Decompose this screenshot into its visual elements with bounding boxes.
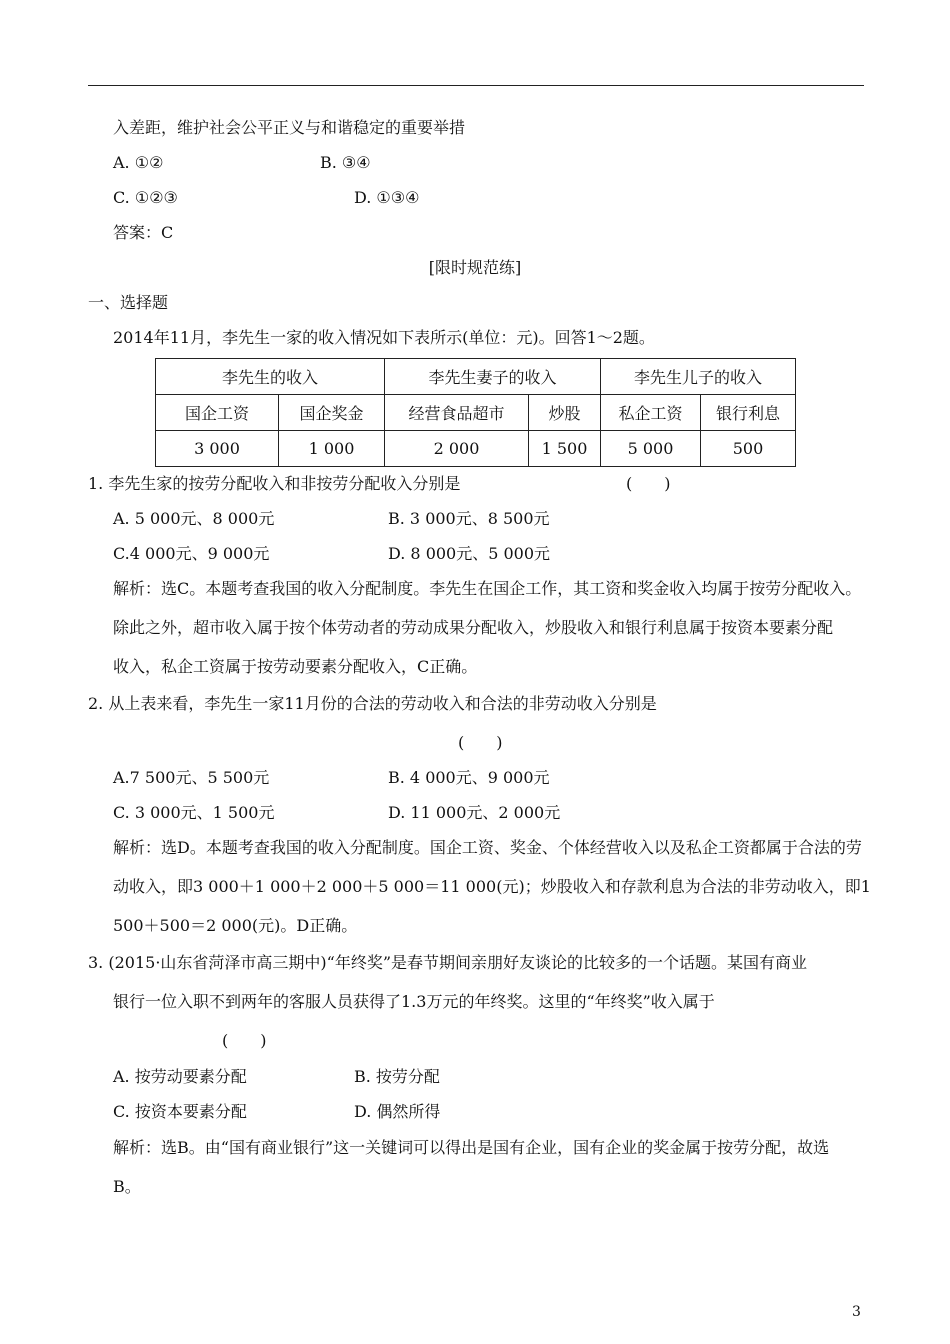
q3-analysis-line: B。 [113, 1177, 141, 1196]
value-cell: 1 500 [529, 431, 601, 467]
q3-option-a: A. 按劳动要素分配 [113, 1067, 247, 1086]
value-cell: 1 000 [279, 431, 385, 467]
value-cell: 500 [701, 431, 796, 467]
q3-stem-line2: 银行一位入职不到两年的客服人员获得了1.3万元的年终奖。这里的“年终奖”收入属于 [113, 992, 715, 1011]
value-cell: 2 000 [385, 431, 529, 467]
q1-option-b: B. 3 000元、8 500元 [388, 509, 550, 528]
q1-analysis-line: 除此之外，超市收入属于按个体劳动者的劳动成果分配收入，炒股收入和银行利息属于按资本要素分配 [113, 618, 834, 637]
table-header-row [156, 359, 796, 395]
q2-option-a: A.7 500元、5 500元 [113, 768, 270, 787]
section-title: [限时规范练] [428, 258, 522, 277]
prev-option-c: C. ①②③ [113, 188, 178, 207]
prev-option-a: A. ①② [113, 153, 164, 172]
value-cell: 5 000 [601, 431, 701, 467]
income-table [155, 358, 796, 467]
subheader-cell: 炒股 [529, 395, 601, 431]
q1-answer-blank: ( ) [626, 474, 671, 493]
q2-answer-blank: ( ) [458, 733, 503, 752]
q2-analysis-line: 500＋500＝2 000(元)。D正确。 [113, 916, 358, 935]
q1-option-a: A. 5 000元、8 000元 [113, 509, 275, 528]
subheader-cell: 经营食品超市 [385, 395, 529, 431]
top-fragment: 入差距，维护社会公平正义与和谐稳定的重要举措 [113, 118, 466, 137]
part-heading: 一、选择题 [88, 293, 169, 312]
prev-option-d: D. ①③④ [354, 188, 420, 207]
q2-stem: 2. 从上表来看，李先生一家11月份的合法的劳动收入和合法的非劳动收入分别是 [88, 694, 657, 713]
subheader-cell: 私企工资 [601, 395, 701, 431]
q1-analysis-line: 解析：选C。本题考查我国的收入分配制度。李先生在国企工作，其工资和奖金收入均属于按劳分配收入。 [113, 579, 862, 598]
header-li: 李先生的收入 [156, 359, 385, 395]
prev-option-b: B. ③④ [320, 153, 371, 172]
q2-option-d: D. 11 000元、2 000元 [388, 803, 561, 822]
q1-option-d: D. 8 000元、5 000元 [388, 544, 551, 563]
header-rule [88, 85, 864, 86]
subheader-cell: 国企奖金 [279, 395, 385, 431]
subheader-cell: 银行利息 [701, 395, 796, 431]
q3-stem-line1: 3. (2015·山东省菏泽市高三期中)“年终奖”是春节期间亲朋好友谈论的比较多的一个话题。某国有商业 [88, 953, 808, 972]
q2-analysis-line: 动收入，即3 000＋1 000＋2 000＋5 000＝11 000(元)；炒股收入和存款利息为合法的非劳动收入，即1 [113, 877, 871, 896]
intro-text: 2014年11月，李先生一家的收入情况如下表所示(单位：元)。回答1～2题。 [113, 328, 655, 347]
q3-option-c: C. 按资本要素分配 [113, 1102, 247, 1121]
q1-option-c: C.4 000元、9 000元 [113, 544, 270, 563]
q3-option-b: B. 按劳分配 [354, 1067, 440, 1086]
prev-answer: 答案：C [113, 223, 174, 242]
value-cell: 3 000 [156, 431, 279, 467]
q3-analysis-line: 解析：选B。由“国有商业银行”这一关键词可以得出是国有企业，国有企业的奖金属于按劳分配，故选 [113, 1138, 830, 1157]
q1-analysis-line: 收入，私企工资属于按劳动要素分配收入，C正确。 [113, 657, 478, 676]
subheader-cell: 国企工资 [156, 395, 279, 431]
q3-answer-blank: ( ) [222, 1031, 267, 1050]
q2-option-c: C. 3 000元、1 500元 [113, 803, 275, 822]
q3-option-d: D. 偶然所得 [354, 1102, 441, 1121]
q2-option-b: B. 4 000元、9 000元 [388, 768, 550, 787]
header-son: 李先生儿子的收入 [601, 359, 796, 395]
header-wife: 李先生妻子的收入 [385, 359, 601, 395]
table-row [156, 431, 796, 467]
q1-stem: 1. 李先生家的按劳分配收入和非按劳分配收入分别是 [88, 474, 461, 493]
table-subheader-row [156, 395, 796, 431]
page-number: 3 [852, 1304, 861, 1320]
q2-analysis-line: 解析：选D。本题考查我国的收入分配制度。国企工资、奖金、个体经营收入以及私企工资都属于合法的劳 [113, 838, 862, 857]
